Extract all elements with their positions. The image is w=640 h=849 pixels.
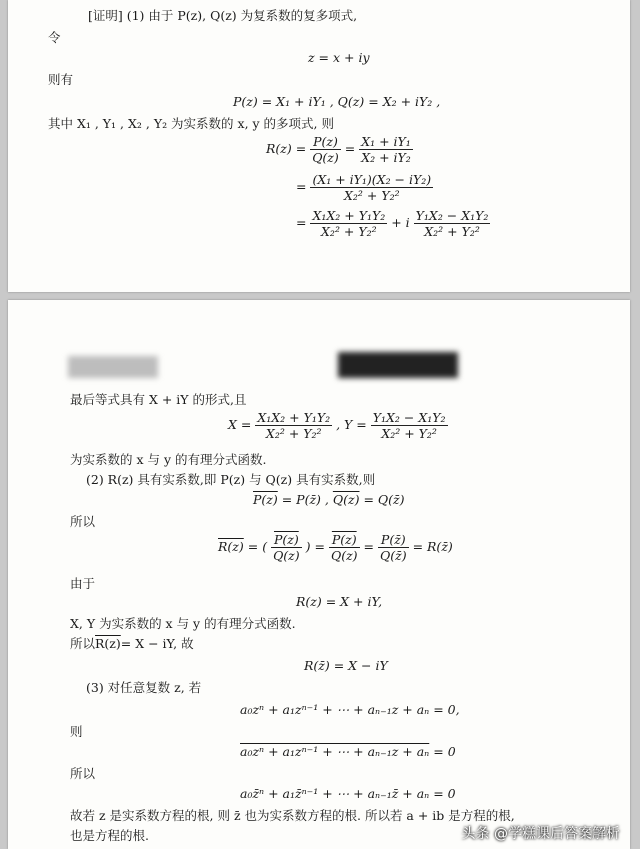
fraction-numerator: X₁X₂ + Y₁Y₂ [257, 410, 331, 425]
page-2 [8, 300, 630, 849]
fraction-numerator: X₁ + iY₁ [361, 134, 411, 149]
text-line-6: X, Y 为实系数的 x 与 y 的有理分式函数. [70, 616, 296, 631]
equation-r-line-1: R(z) = $\frac{P(z)}{Q(z)}$ = $\frac{\text{X₁ + iY₁}}{\text{X₂ + iY₂}}$ [266, 134, 411, 165]
equation-rzbar: R(z̄) = X − iY [304, 658, 388, 673]
proof-line-2: 令 [48, 30, 61, 45]
equation-poly: a₀zⁿ + a₁zⁿ⁻¹ + ⋯ + aₙ₋₁z + aₙ = 0, [240, 702, 460, 717]
proof-line-4: 其中 X₁ , Y₁ , X₂ , Y₂ 为实系数的 x, y 的多项式, 则 [48, 116, 335, 131]
fraction-numerator: P(z) [329, 532, 360, 548]
text-line-4: 所以 [70, 514, 96, 529]
poly-conj-lhs: a₀zⁿ + a₁zⁿ⁻¹ + ⋯ + aₙ₋₁z + aₙ [240, 744, 430, 759]
equation-poly-bar: a₀z̄ⁿ + a₁z̄ⁿ⁻¹ + ⋯ + aₙ₋₁z̄ + aₙ = 0 [240, 786, 456, 801]
rbar-lhs: R(z) [218, 539, 244, 554]
fraction-denominator: Q(z) [273, 548, 300, 563]
fraction-numerator: P(z) [271, 532, 302, 548]
fraction-1 [271, 532, 302, 563]
fraction-pq [310, 134, 341, 165]
rbar-mid: ) = [305, 539, 325, 554]
text-line-1: 最后等式具有 X + iY 的形式,且 [70, 392, 247, 407]
watermark: 头条 @学糕课后答案解析 [461, 826, 620, 842]
fraction-denominator: X₂² + Y₂² [381, 426, 437, 441]
fraction-denominator: Q(z) [312, 150, 339, 165]
text-line-5: 由于 [70, 576, 96, 591]
fraction-numerator: (X₁ + iY₁)(X₂ − iY₂) [312, 172, 432, 187]
equation-z: z = x + iy [308, 50, 370, 65]
fraction-denominator: Q(z) [330, 548, 358, 563]
equation-r: R(z) = X + iY, [296, 594, 383, 609]
proof-line-3: 则有 [48, 72, 74, 87]
equation-conjugates [253, 492, 405, 507]
text-line-11: 故若 z 是实系数方程的根, 则 z̄ 也为实系数方程的根. 所以若 a + ib 是方程的根, [70, 808, 515, 823]
r-lhs: R(z) = [266, 141, 307, 156]
rbar-eq2: = [363, 539, 375, 554]
rbar-end: = R(z̄) [412, 539, 453, 554]
fraction-y [371, 410, 448, 441]
line7-a: 所以 [70, 636, 96, 651]
fraction-denominator: X₂² + Y₂² [424, 224, 480, 239]
conj-p: P(z) [253, 492, 278, 507]
fraction-2 [329, 532, 360, 563]
line7-b: = X − iY, 故 [120, 636, 194, 651]
fraction-numerator: P(z̄) [378, 532, 409, 548]
fraction-denominator: X₂² + Y₂² [343, 188, 400, 203]
plus-i: + i [391, 215, 410, 230]
equation-poly-conj [240, 744, 456, 759]
equation-xy [228, 410, 448, 441]
equation-rbar [218, 532, 453, 563]
x-lhs: X = [228, 417, 252, 432]
fraction-numerator: P(z) [310, 134, 341, 150]
fraction-imag-part [414, 208, 491, 239]
fraction-real-part [310, 208, 387, 239]
fraction-numerator: X₁X₂ + Y₁Y₂ [312, 208, 386, 223]
text-line-7 [70, 636, 194, 651]
fraction-denominator: X₂² + Y₂² [265, 426, 322, 441]
text-line-10: 所以 [70, 766, 96, 781]
redaction-blur [68, 356, 158, 378]
fraction-3 [378, 532, 409, 563]
equation-pq: P(z) = X₁ + iY₁ , Q(z) = X₂ + iY₂ , [233, 94, 441, 109]
conj-p-rhs: = P(z̄) , [281, 492, 329, 507]
text-line-2: 为实系数的 x 与 y 的有理分式函数. [70, 452, 267, 467]
text-line-8: (3) 对任意复数 z, 若 [86, 680, 202, 695]
text-line-3: (2) R(z) 具有实系数,即 P(z) 与 Q(z) 具有实系数,则 [86, 472, 376, 487]
fraction-x [255, 410, 332, 441]
fraction-expanded [310, 172, 433, 203]
fraction-denominator: Q(z̄) [380, 548, 407, 563]
conj-q-rhs: = Q(z̄) [363, 492, 405, 507]
conj-q: Q(z) [332, 492, 360, 507]
equation-r-line-3: = $\frac{\text{X₁X₂ + Y₁Y₂}}{\text{X₂² + Y₂²}}$ + i $\frac{\text{Y₁X₂ − X₁Y₂}}{\text{X₂² + Y₂²}}$ [296, 208, 489, 239]
equation-r-line-2: = $\frac{\text{(X₁ + iY₁)(X₂ − iY₂)}}{\text{X₂² + Y₂²}}$ [296, 172, 432, 203]
text-line-12: 也是方程的根. [70, 828, 149, 843]
proof-line-1: [证明] (1) 由于 P(z), Q(z) 为复系数的复多项式, [88, 8, 358, 23]
fraction-numerator: Y₁X₂ − X₁Y₂ [415, 208, 489, 223]
y-lhs: , Y = [336, 417, 367, 432]
rbar-eq: = ( [247, 539, 268, 554]
line7-conj: R(z) [95, 636, 121, 651]
fraction-numerator: Y₁X₂ − X₁Y₂ [372, 410, 446, 425]
redaction-blur [338, 352, 458, 378]
page-1 [8, 0, 630, 292]
text-line-9: 则 [70, 724, 83, 739]
fraction-x1x2 [359, 134, 413, 165]
fraction-denominator: X₂ + iY₂ [361, 150, 411, 165]
poly-conj-rhs: = 0 [433, 744, 456, 759]
fraction-denominator: X₂² + Y₂² [321, 224, 377, 239]
